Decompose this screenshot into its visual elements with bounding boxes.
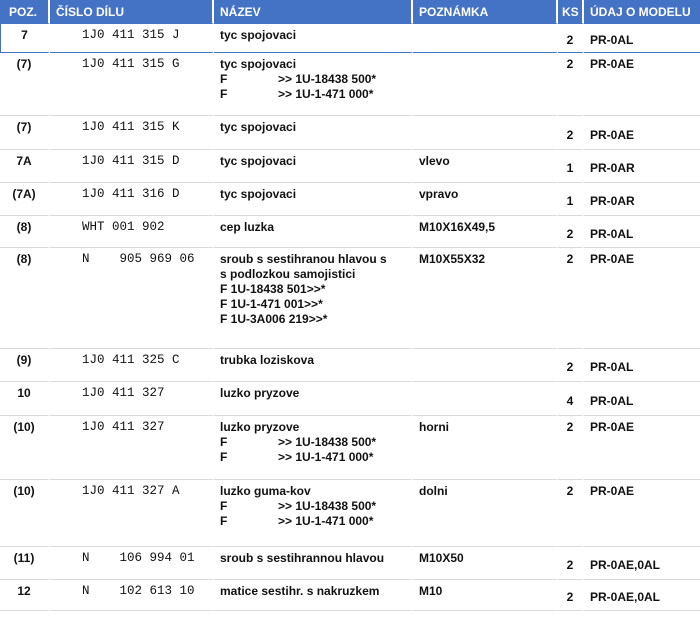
cell-poznamka: horni xyxy=(413,416,558,480)
cell-cislo-dilu: 1J0 411 315 G xyxy=(50,53,214,116)
cell-ks: 1 xyxy=(558,150,584,183)
cell-poznamka: vpravo xyxy=(413,183,558,216)
cell-ks: 2 xyxy=(558,547,584,580)
cell-poz: (8) xyxy=(0,248,50,349)
nazev-line: luzko pryzove xyxy=(220,386,300,400)
f-line xyxy=(220,450,411,465)
cell-poznamka: vlevo xyxy=(413,150,558,183)
cell-nazev xyxy=(214,248,413,349)
header-udaj-o-modelu[interactable]: ÚDAJ O MODELU xyxy=(584,0,700,23)
cell-nazev xyxy=(214,580,413,611)
table-row[interactable] xyxy=(0,382,700,416)
cell-udaj-o-modelu: PR-0AE xyxy=(584,416,700,480)
cell-ks: 2 xyxy=(558,349,584,382)
cell-poznamka: M10X55X32 xyxy=(413,248,558,349)
f-flag: F xyxy=(220,435,228,449)
f-flag: F xyxy=(220,514,228,528)
cell-ks: 2 xyxy=(558,216,584,248)
f-flag: F xyxy=(220,72,228,86)
cell-ks: 2 xyxy=(558,116,584,150)
cell-poznamka xyxy=(413,349,558,382)
cell-poznamka: M10X50 xyxy=(413,547,558,580)
cell-poz: 7A xyxy=(0,150,50,183)
cell-cislo-dilu: WHT 001 902 xyxy=(50,216,214,248)
f-value: >> 1U-18438 500* xyxy=(278,499,377,513)
nazev-line: cep luzka xyxy=(220,220,275,234)
cell-cislo-dilu: 1J0 411 325 C xyxy=(50,349,214,382)
nazev-line: luzko guma-kov xyxy=(220,484,311,498)
cell-nazev xyxy=(214,382,413,416)
f-line xyxy=(220,87,411,102)
cell-cislo-dilu: 1J0 411 315 D xyxy=(50,150,214,183)
f-flag: F xyxy=(220,87,228,101)
cell-ks: 2 xyxy=(558,416,584,480)
nazev-line: s podlozkou samojistici xyxy=(220,267,356,281)
cell-udaj-o-modelu: PR-0AE xyxy=(584,480,700,547)
cell-nazev xyxy=(214,150,413,183)
header-poznamka[interactable]: POZNÁMKA xyxy=(413,0,558,23)
cell-udaj-o-modelu: PR-0AL xyxy=(584,382,700,416)
cell-cislo-dilu: 1J0 411 327 xyxy=(50,382,214,416)
cell-udaj-o-modelu: PR-0AE xyxy=(584,116,700,150)
cell-nazev xyxy=(214,183,413,216)
cell-udaj-o-modelu: PR-0AL xyxy=(584,216,700,248)
cell-cislo-dilu: 1J0 411 315 K xyxy=(50,116,214,150)
cell-poz: (8) xyxy=(0,216,50,248)
cell-udaj-o-modelu: PR-0AL xyxy=(584,349,700,382)
f-line xyxy=(220,514,411,529)
f-line xyxy=(220,72,411,87)
cell-poz: 12 xyxy=(0,580,50,611)
cell-udaj-o-modelu: PR-0AE xyxy=(584,53,700,116)
cell-nazev xyxy=(214,547,413,580)
nazev-line: luzko pryzove xyxy=(220,420,300,434)
nazev-line: tyc spojovaci xyxy=(220,187,297,201)
table-row[interactable] xyxy=(0,547,700,580)
table-row[interactable] xyxy=(0,23,700,53)
cell-poz: (7) xyxy=(0,53,50,116)
cell-udaj-o-modelu: PR-0AE,0AL xyxy=(584,547,700,580)
cell-poz: 10 xyxy=(0,382,50,416)
cell-ks: 4 xyxy=(558,382,584,416)
cell-cislo-dilu: N 106 994 01 xyxy=(50,547,214,580)
header-poz[interactable]: POZ. xyxy=(0,0,50,23)
cell-udaj-o-modelu: PR-0AR xyxy=(584,150,700,183)
cell-poznamka xyxy=(413,23,558,53)
nazev-line: tyc spojovaci xyxy=(220,154,297,168)
table-row[interactable] xyxy=(0,580,700,611)
nazev-line: F 1U-18438 501>>* xyxy=(220,282,326,296)
cell-cislo-dilu: N 102 613 10 xyxy=(50,580,214,611)
cell-ks: 2 xyxy=(558,480,584,547)
f-line xyxy=(220,499,411,514)
cell-ks: 2 xyxy=(558,580,584,611)
cell-poz: (10) xyxy=(0,416,50,480)
cell-poznamka: dolni xyxy=(413,480,558,547)
f-flag: F xyxy=(220,450,228,464)
nazev-line: F 1U-1-471 001>>* xyxy=(220,297,323,311)
cell-ks: 1 xyxy=(558,183,584,216)
f-line xyxy=(220,435,411,450)
cell-poz: (11) xyxy=(0,547,50,580)
cell-cislo-dilu: 1J0 411 327 A xyxy=(50,480,214,547)
table-row[interactable] xyxy=(0,150,700,183)
nazev-line: sroub s sestihrannou hlavou xyxy=(220,551,385,565)
cell-ks: 2 xyxy=(558,23,584,53)
cell-nazev xyxy=(214,116,413,150)
table-row[interactable] xyxy=(0,248,700,349)
cell-ks: 2 xyxy=(558,248,584,349)
f-value: >> 1U-1-471 000* xyxy=(278,450,374,464)
cell-udaj-o-modelu: PR-0AR xyxy=(584,183,700,216)
cell-nazev xyxy=(214,23,413,53)
cell-poz: (7A) xyxy=(0,183,50,216)
cell-poz: (9) xyxy=(0,349,50,382)
f-value: >> 1U-18438 500* xyxy=(278,435,377,449)
cell-cislo-dilu: 1J0 411 316 D xyxy=(50,183,214,216)
cell-nazev xyxy=(214,349,413,382)
nazev-line: trubka loziskova xyxy=(220,353,315,367)
cell-nazev xyxy=(214,480,413,547)
cell-cislo-dilu: N 905 969 06 xyxy=(50,248,214,349)
f-flag: F xyxy=(220,499,228,513)
cell-nazev xyxy=(214,53,413,116)
nazev-line: tyc spojovaci xyxy=(220,28,297,42)
cell-udaj-o-modelu: PR-0AL xyxy=(584,23,700,53)
header-nazev[interactable]: NÁZEV xyxy=(214,0,413,23)
cell-poz: 7 xyxy=(0,23,50,53)
cell-cislo-dilu: 1J0 411 315 J xyxy=(50,23,214,53)
f-value: >> 1U-18438 500* xyxy=(278,72,377,86)
nazev-line: matice sestihr. s nakruzkem xyxy=(220,584,380,598)
nazev-line: sroub s sestihranou hlavou s xyxy=(220,252,387,266)
table-row[interactable] xyxy=(0,216,700,248)
nazev-line: tyc spojovaci xyxy=(220,57,297,71)
f-value: >> 1U-1-471 000* xyxy=(278,87,374,101)
nazev-line: F 1U-3A006 219>>* xyxy=(220,312,328,326)
table-row[interactable] xyxy=(0,53,700,116)
cell-poz: (7) xyxy=(0,116,50,150)
cell-poznamka xyxy=(413,116,558,150)
header-row xyxy=(0,0,700,23)
cell-poznamka: M10X16X49,5 xyxy=(413,216,558,248)
table-row[interactable] xyxy=(0,480,700,547)
header-cislo-dilu[interactable]: ČÍSLO DÍLU xyxy=(50,0,214,23)
cell-udaj-o-modelu: PR-0AE xyxy=(584,248,700,349)
cell-poznamka: M10 xyxy=(413,580,558,611)
cell-udaj-o-modelu: PR-0AE,0AL xyxy=(584,580,700,611)
cell-nazev xyxy=(214,416,413,480)
table-row[interactable] xyxy=(0,416,700,480)
cell-poznamka xyxy=(413,382,558,416)
cell-poznamka xyxy=(413,53,558,116)
cell-nazev xyxy=(214,216,413,248)
table-row[interactable] xyxy=(0,116,700,150)
cell-ks: 2 xyxy=(558,53,584,116)
table-row[interactable] xyxy=(0,183,700,216)
f-value: >> 1U-1-471 000* xyxy=(278,514,374,528)
cell-poz: (10) xyxy=(0,480,50,547)
header-ks[interactable]: KS xyxy=(558,0,584,23)
cell-cislo-dilu: 1J0 411 327 xyxy=(50,416,214,480)
nazev-line: tyc spojovaci xyxy=(220,120,297,134)
table-row[interactable] xyxy=(0,349,700,382)
